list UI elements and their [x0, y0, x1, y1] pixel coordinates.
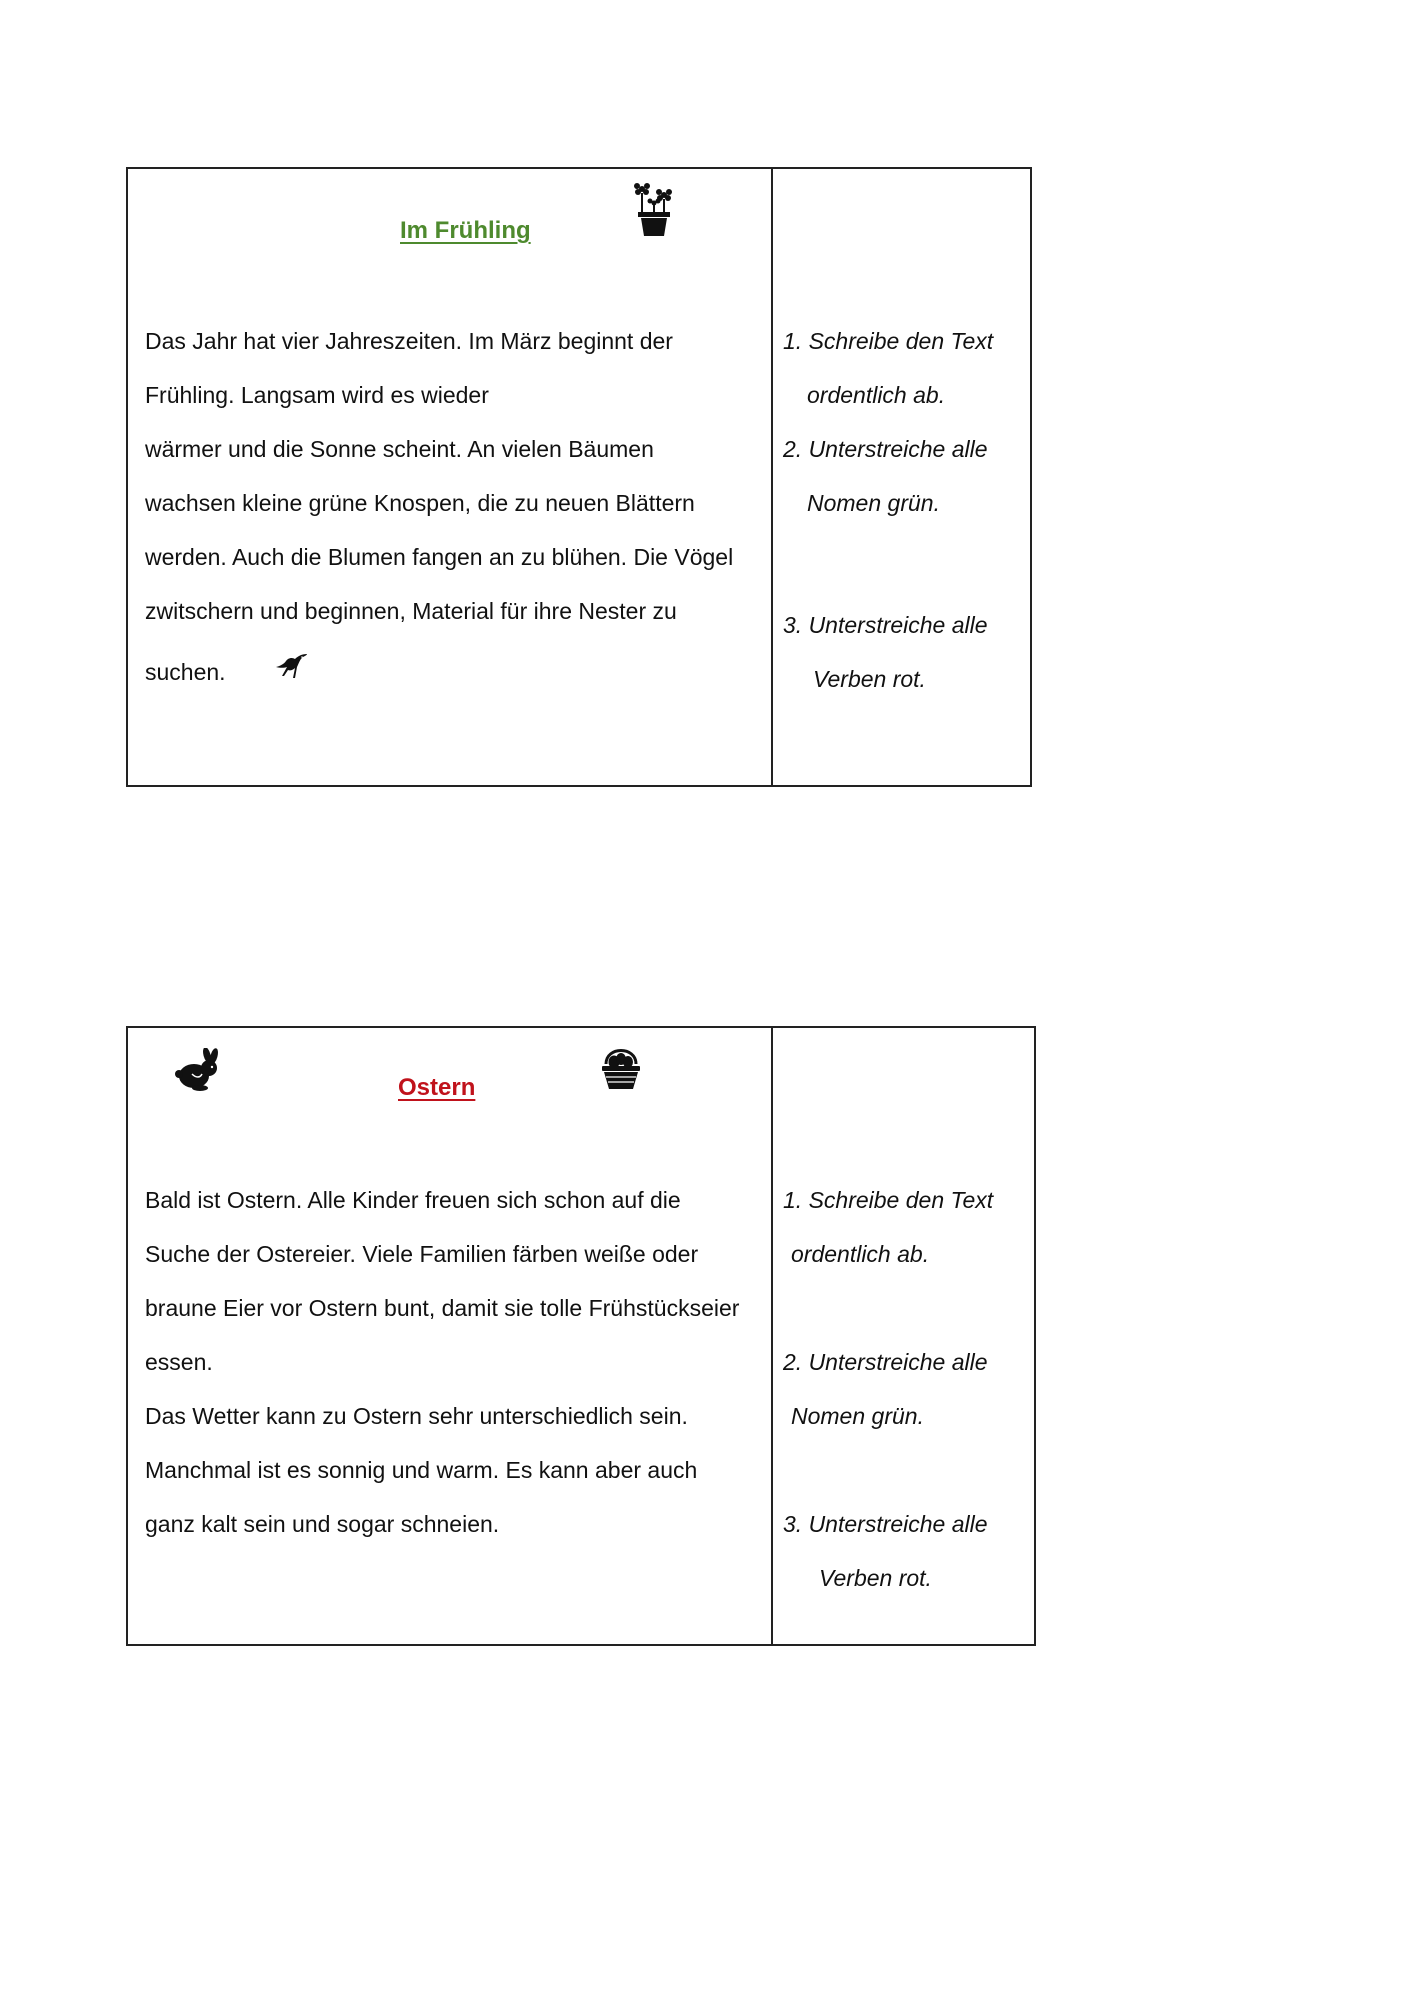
easter-basket-icon — [600, 1040, 642, 1092]
text-line: zwitschern und beginnen, Material für ihre Nester zu — [145, 598, 677, 624]
task-3-cont: Verben rot. — [819, 1565, 932, 1591]
task-1-cont: ordentlich ab. — [807, 382, 946, 408]
card-text — [145, 1173, 739, 1551]
text-line: werden. Auch die Blumen fangen an zu blühen. Die Vögel — [145, 544, 734, 570]
text-line: braune Eier vor Ostern bunt, damit sie tolle Frühstückseier — [145, 1295, 740, 1321]
task-3: 3. Unterstreiche alle — [783, 1511, 988, 1537]
task-1: 1. Schreibe den Text — [783, 1187, 994, 1213]
worksheet-card-spring — [126, 167, 1032, 787]
card-title: Ostern — [398, 1074, 476, 1101]
card-title: Im Frühling — [400, 217, 531, 244]
flower-pot-icon — [630, 181, 678, 237]
worksheet-card-easter — [126, 1026, 1036, 1646]
text-line: ganz kalt sein und sogar schneien. — [145, 1511, 500, 1537]
text-line: Suche der Ostereier. Viele Familien färben weiße oder — [145, 1241, 699, 1267]
text-line: Manchmal ist es sonnig und warm. Es kann aber auch — [145, 1457, 698, 1483]
card-text — [145, 314, 733, 706]
text-line: Das Wetter kann zu Ostern sehr unterschiedlich sein. — [145, 1403, 688, 1429]
task-2: 2. Unterstreiche alle — [783, 1349, 988, 1375]
task-1: 1. Schreibe den Text — [783, 328, 994, 354]
text-line: Bald ist Ostern. Alle Kinder freuen sich schon auf die — [145, 1187, 681, 1213]
text-line: wärmer und die Sonne scheint. An vielen Bäumen — [145, 436, 654, 462]
task-3-cont: Verben rot. — [813, 666, 926, 692]
task-2: 2. Unterstreiche alle — [783, 436, 988, 462]
task-2-cont: Nomen grün. — [807, 490, 940, 516]
text-line: Frühling. Langsam wird es wieder — [145, 382, 489, 408]
text-line: Das Jahr hat vier Jahreszeiten. Im März beginnt der — [145, 328, 673, 354]
text-line: wachsen kleine grüne Knospen, die zu neuen Blättern — [145, 490, 695, 516]
column-divider — [771, 1028, 773, 1644]
task-3: 3. Unterstreiche alle — [783, 612, 988, 638]
text-line: suchen. — [145, 659, 226, 685]
text-line: essen. — [145, 1349, 213, 1375]
task-2-cont: Nomen grün. — [791, 1403, 924, 1429]
bunny-icon — [174, 1048, 222, 1092]
bird-icon — [274, 652, 308, 682]
task-1-cont: ordentlich ab. — [791, 1241, 930, 1267]
column-divider — [771, 169, 773, 785]
